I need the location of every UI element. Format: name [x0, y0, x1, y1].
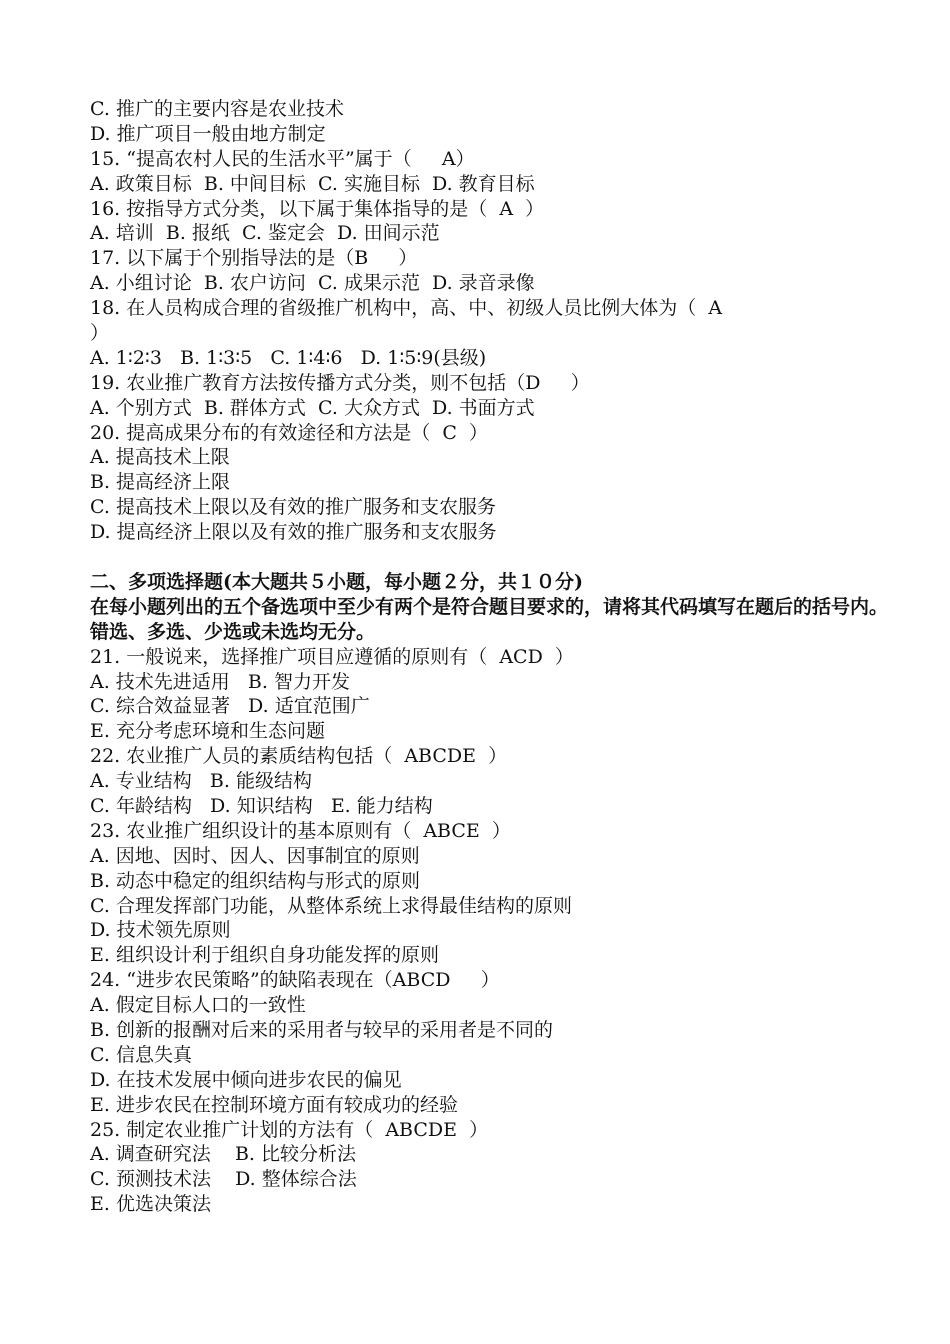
question-17: 17. 以下属于个别指导法的是（B ） [90, 247, 418, 270]
questions-block-1 [90, 97, 890, 545]
text-line: C. 推广的主要内容是农业技术 [90, 98, 344, 120]
question-24: 24. “进步农民策略”的缺陷表现在（ABCD ） [90, 969, 500, 992]
question-18: 18. 在人员构成合理的省级推广机构中，高、中、初级人员比例大体为（ A [90, 297, 723, 320]
options-16: A. 培训 B. 报纸 C. 鉴定会 D. 田间示范 [90, 222, 440, 245]
text-line: D. 推广项目一般由地方制定 [90, 122, 326, 145]
option-line: C. 年龄结构 D. 知识结构 E. 能力结构 [90, 794, 433, 817]
option-line: A. 专业结构 B. 能级结构 [90, 770, 312, 793]
options-17: A. 小组讨论 B. 农户访问 C. 成果示范 D. 录音录像 [90, 272, 535, 295]
option-line: A. 技术先进适用 B. 智力开发 [90, 670, 350, 693]
question-25: 25. 制定农业推广计划的方法有（ ABCDE ） [90, 1118, 489, 1141]
options-15: A. 政策目标 B. 中间目标 C. 实施目标 D. 教育目标 [90, 172, 535, 195]
option-line: A. 调查研究法 B. 比较分析法 [90, 1143, 357, 1166]
option-line: B. 动态中稳定的组织结构与形式的原则 [90, 869, 421, 892]
option-line: C. 预测技术法 D. 整体综合法 [90, 1168, 357, 1191]
section-heading: 二、多项选择题(本大题共５小题，每小题２分，共１０分) [90, 570, 583, 593]
option-20b: B. 提高经济上限 [90, 471, 231, 494]
option-line: D. 在技术发展中倾向进步农民的偏见 [90, 1068, 402, 1091]
option-line: C. 综合效益显著 D. 适宜范围广 [90, 695, 370, 718]
option-20a: A. 提高技术上限 [90, 446, 230, 469]
option-line: C. 合理发挥部门功能，从整体系统上求得最佳结构的原则 [90, 894, 572, 917]
question-20: 20. 提高成果分布的有效途径和方法是（ C ） [90, 421, 488, 444]
options-18: A. 1∶2∶3 B. 1∶3∶5 C. 1∶4∶6 D. 1∶5∶9(县级) [90, 346, 487, 369]
option-line: E. 组织设计利于组织自身功能发挥的原则 [90, 944, 439, 967]
option-20d: D. 提高经济上限以及有效的推广服务和支农服务 [90, 521, 497, 544]
question-21: 21. 一般说来，选择推广项目应遵循的原则有（ ACD ） [90, 645, 574, 668]
option-line: A. 假定目标人口的一致性 [90, 994, 306, 1017]
option-line: E. 优选决策法 [90, 1193, 211, 1216]
question-19: 19. 农业推广教育方法按传播方式分类，则不包括（D ） [90, 371, 590, 394]
question-23: 23. 农业推广组织设计的基本原则有（ ABCE ） [90, 819, 511, 842]
option-line: E. 进步农民在控制环境方面有较成功的经验 [90, 1093, 458, 1116]
question-15: 15. “提高农村人民的生活水平”属于（ A） [90, 147, 475, 170]
questions-block-2 [90, 645, 890, 1217]
question-18-continued: ） [90, 322, 110, 345]
option-20c: C. 提高技术上限以及有效的推广服务和支农服务 [90, 496, 496, 519]
section-instruction: 在每小题列出的五个备选项中至少有两个是符合题目要求的，请将其代码填写在题后的括号内。错选、多选、少选或未选均无分。 [90, 595, 889, 643]
option-line: D. 技术领先原则 [90, 919, 231, 942]
option-line: B. 创新的报酬对后来的采用者与较早的采用者是不同的 [90, 1019, 554, 1041]
spacer [90, 545, 890, 570]
option-line: A. 因地、因时、因人、因事制宜的原则 [90, 844, 420, 867]
options-19: A. 个别方式 B. 群体方式 C. 大众方式 D. 书面方式 [90, 396, 535, 419]
option-line: E. 充分考虑环境和生态问题 [90, 720, 325, 743]
question-22: 22. 农业推广人员的素质结构包括（ ABCDE ） [90, 745, 508, 768]
document-page [90, 97, 890, 1217]
question-16: 16. 按指导方式分类，以下属于集体指导的是（ A ） [90, 197, 545, 220]
option-line: C. 信息失真 [90, 1043, 192, 1066]
